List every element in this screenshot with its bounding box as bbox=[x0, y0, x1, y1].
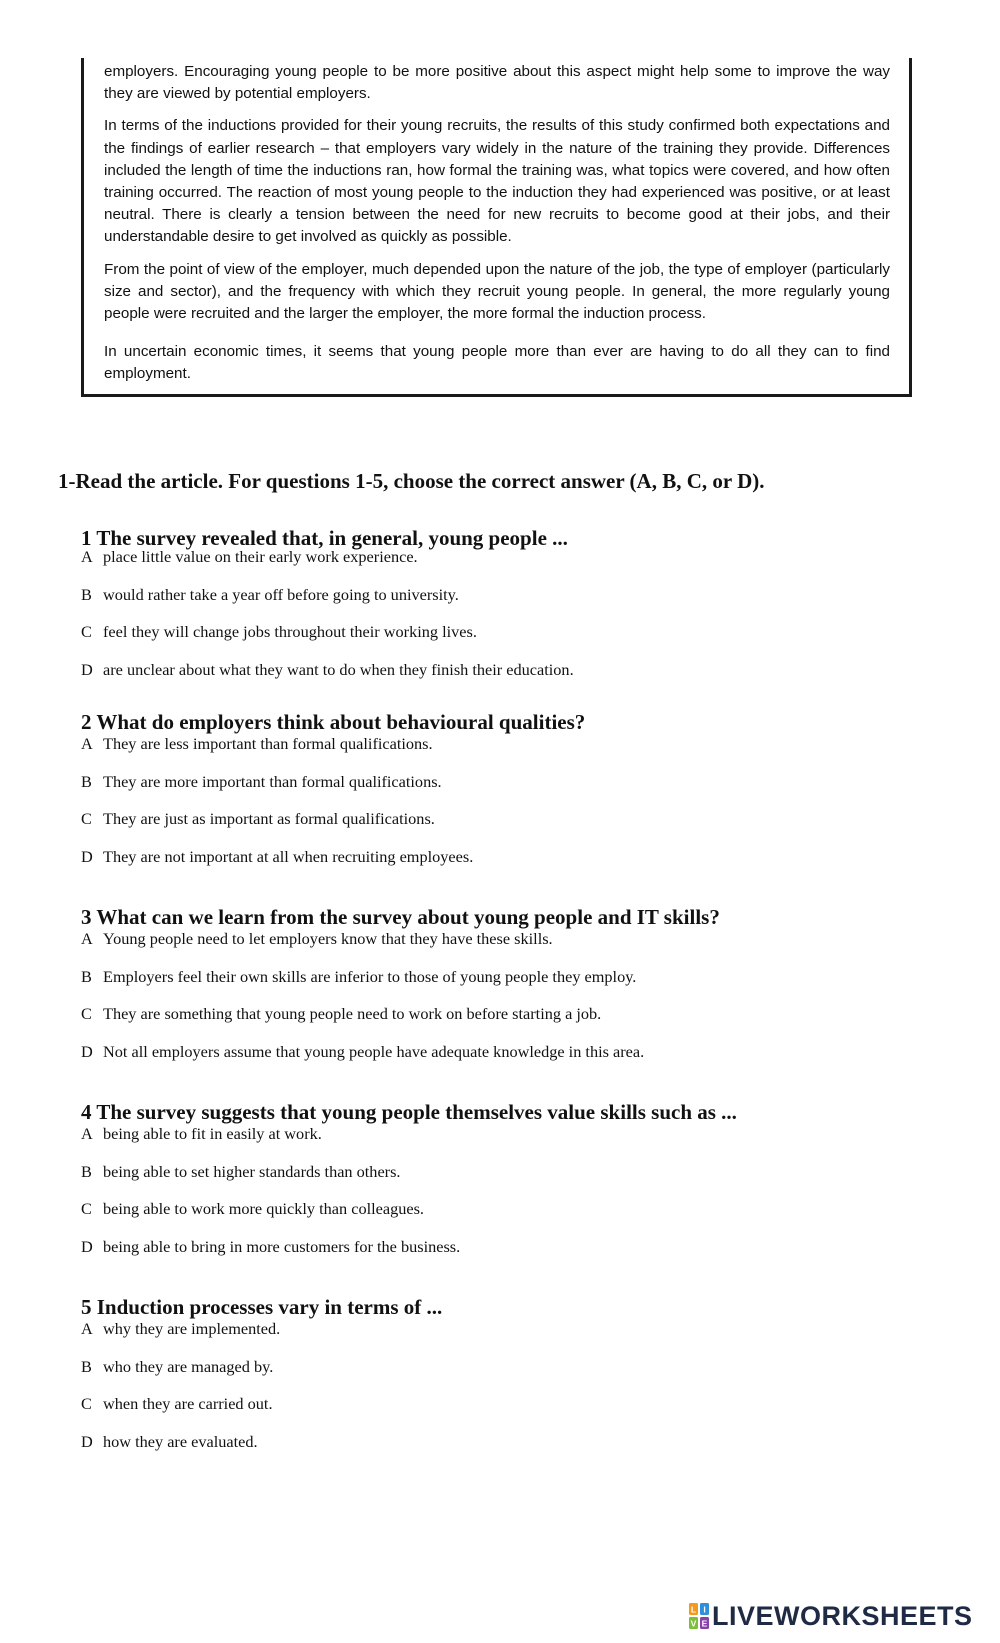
option-letter: A bbox=[81, 1124, 93, 1143]
logo-mark-letter: L bbox=[690, 1604, 697, 1615]
option-text: being able to bring in more customers for the business. bbox=[103, 1237, 461, 1256]
logo-mark-letter: E bbox=[701, 1618, 708, 1629]
option-2a[interactable] bbox=[81, 734, 433, 754]
option-1d[interactable] bbox=[81, 660, 574, 680]
option-5c[interactable] bbox=[81, 1394, 273, 1414]
option-text: They are more important than formal qualifications. bbox=[103, 772, 442, 791]
logo-mark-letter: V bbox=[690, 1618, 697, 1629]
option-1a[interactable] bbox=[81, 547, 418, 567]
option-letter: D bbox=[81, 847, 93, 866]
option-letter: B bbox=[81, 585, 92, 604]
article-paragraph: From the point of view of the employer, much depended upon the nature of the job, the type of employer (particularly size and sector), and the frequency with which they recruit young people. In general, the more regularly young people were recruited and the larger the employer, the more formal the induction process. bbox=[104, 260, 890, 323]
option-3c[interactable] bbox=[81, 1004, 601, 1024]
liveworksheets-logo bbox=[689, 1600, 973, 1632]
question-4 bbox=[81, 1099, 961, 1256]
option-text: when they are carried out. bbox=[103, 1394, 273, 1413]
question-2 bbox=[81, 709, 961, 866]
article-paragraph: employers. Encouraging young people to be more positive about this aspect might help some to improve the way they are viewed by potential employers. bbox=[104, 63, 890, 103]
option-5d[interactable] bbox=[81, 1432, 258, 1452]
option-text: how they are evaluated. bbox=[103, 1432, 258, 1451]
option-text: being able to work more quickly than colleagues. bbox=[103, 1199, 425, 1218]
option-text: Not all employers assume that young people have adequate knowledge in this area. bbox=[103, 1042, 645, 1061]
logo-text: LIVEWORKSHEETS bbox=[712, 1600, 973, 1631]
question-text: 1 The survey revealed that, in general, young people ... bbox=[81, 526, 568, 550]
option-2d[interactable] bbox=[81, 847, 473, 867]
option-letter: D bbox=[81, 660, 93, 679]
article-paragraph: In uncertain economic times, it seems that young people more than ever are having to do all they can to find employment. bbox=[104, 343, 890, 383]
option-letter: A bbox=[81, 1319, 93, 1338]
option-4b[interactable] bbox=[81, 1162, 401, 1182]
option-text: being able to fit in easily at work. bbox=[103, 1124, 322, 1143]
option-letter: B bbox=[81, 772, 92, 791]
option-1c[interactable] bbox=[81, 622, 477, 642]
option-1b[interactable] bbox=[81, 585, 459, 605]
question-3 bbox=[81, 904, 961, 1061]
option-letter: C bbox=[81, 809, 92, 828]
option-text: Employers feel their own skills are inferior to those of young people they employ. bbox=[103, 967, 637, 986]
option-3d[interactable] bbox=[81, 1042, 644, 1062]
option-letter: B bbox=[81, 967, 92, 986]
option-5b[interactable] bbox=[81, 1357, 273, 1377]
logo-mark-letter: I bbox=[703, 1604, 706, 1615]
option-text: being able to set higher standards than others. bbox=[103, 1162, 401, 1181]
option-4c[interactable] bbox=[81, 1199, 424, 1219]
option-text: would rather take a year off before going to university. bbox=[103, 585, 459, 604]
option-letter: B bbox=[81, 1162, 92, 1181]
option-letter: B bbox=[81, 1357, 92, 1376]
option-text: Young people need to let employers know that they have these skills. bbox=[103, 929, 553, 948]
question-1 bbox=[81, 525, 961, 679]
option-letter: D bbox=[81, 1237, 93, 1256]
option-4d[interactable] bbox=[81, 1237, 460, 1257]
option-4a[interactable] bbox=[81, 1124, 322, 1144]
exercise-instruction: 1-Read the article. For questions 1-5, choose the correct answer (A, B, C, or D). bbox=[58, 469, 765, 493]
option-text: who they are managed by. bbox=[103, 1357, 274, 1376]
option-text: They are just as important as formal qualifications. bbox=[103, 809, 435, 828]
option-letter: A bbox=[81, 929, 93, 948]
option-letter: D bbox=[81, 1432, 93, 1451]
option-letter: C bbox=[81, 1004, 92, 1023]
article-box bbox=[81, 58, 912, 397]
option-text: are unclear about what they want to do when they finish their education. bbox=[103, 660, 574, 679]
option-text: feel they will change jobs throughout their working lives. bbox=[103, 622, 477, 641]
option-letter: D bbox=[81, 1042, 93, 1061]
liveworksheets-logo-icon bbox=[689, 1603, 709, 1629]
option-3a[interactable] bbox=[81, 929, 553, 949]
option-3b[interactable] bbox=[81, 967, 636, 987]
option-2c[interactable] bbox=[81, 809, 435, 829]
question-text: 3 What can we learn from the survey about young people and IT skills? bbox=[81, 905, 720, 929]
option-text: They are something that young people need to work on before starting a job. bbox=[103, 1004, 602, 1023]
option-letter: C bbox=[81, 1394, 92, 1413]
article-paragraph: In terms of the inductions provided for their young recruits, the results of this study confirmed both expectations and the findings of earlier research – that employers vary widely in the nature of the training they provide. Differences included the length of time the inductions ran, how formal the training was, what topics were covered, and how often training occurred. The reaction of most young people to the induction they had experienced was positive, or at least neutral. There is clearly a tension between the need for new recruits to become good at their jobs, and their understandable desire to get involved as quickly as possible. bbox=[104, 117, 890, 246]
question-text: 5 Induction processes vary in terms of ... bbox=[81, 1295, 443, 1319]
option-text: place little value on their early work experience. bbox=[103, 547, 418, 566]
option-letter: A bbox=[81, 547, 93, 566]
question-text: 2 What do employers think about behavioural qualities? bbox=[81, 710, 586, 734]
option-5a[interactable] bbox=[81, 1319, 280, 1339]
question-text: 4 The survey suggests that young people themselves value skills such as ... bbox=[81, 1100, 737, 1124]
option-letter: A bbox=[81, 734, 93, 753]
option-letter: C bbox=[81, 1199, 92, 1218]
option-text: They are less important than formal qualifications. bbox=[103, 734, 433, 753]
option-2b[interactable] bbox=[81, 772, 442, 792]
option-text: They are not important at all when recruiting employees. bbox=[103, 847, 474, 866]
question-5 bbox=[81, 1294, 961, 1451]
option-letter: C bbox=[81, 622, 92, 641]
option-text: why they are implemented. bbox=[103, 1319, 281, 1338]
